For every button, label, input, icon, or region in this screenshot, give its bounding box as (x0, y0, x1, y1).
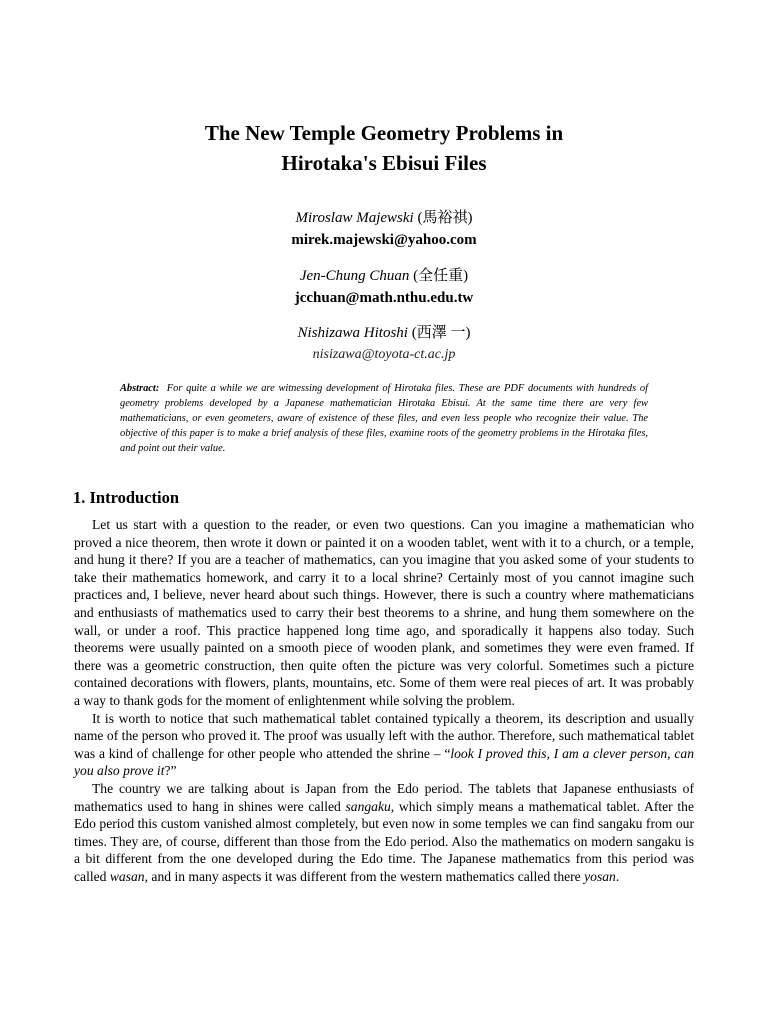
paragraph-2-text: It is worth to notice that such mathematical tablet contained typically a theorem, its description and usually name of the person who proved it. The proof was usually left with the author. Therefore, such mathematical tablet was a kind of challenge for other people who attended the shrine – “ (74, 710, 694, 761)
author-cjk-name: (西澤 一) (411, 325, 471, 341)
title-line-1: The New Temple Geometry Problems in (204, 121, 564, 145)
term-yosan: yosan (584, 868, 616, 884)
section-heading: 1. Introduction (73, 488, 180, 507)
author-cjk-name: (全任重) (413, 268, 469, 284)
abstract-label: Abstract: (120, 383, 160, 394)
author-name: Miroslaw Majewski (295, 210, 414, 226)
paragraph-3 (74, 780, 694, 886)
paper-title (0, 118, 768, 178)
author-email[interactable]: jcchuan@math.nthu.edu.tw (294, 290, 474, 306)
term-sangaku: sangaku (345, 798, 391, 814)
author-email[interactable]: mirek.majewski@yahoo.com (291, 232, 477, 248)
quote-text: look I proved this, I am a clever person, can you also prove it (74, 745, 694, 779)
author-cjk-name: (馬裕祺) (417, 210, 473, 226)
author-name: Nishizawa Hitoshi (297, 325, 408, 341)
paragraph-1: Let us start with a question to the reader, or even two questions. Can you imagine a mathematician who proved a nice theorem, then wrote it down or painted it on a wooden tablet, went with it to a church, or a temple, and hung it there? If you are a teacher of mathematics, can you imagine that you asked some of your students to take their mathematics homework, and carry it to a local shrine? Certainly most of you cannot imagine such practices and, I believe, never heard about such things. However, there is such a country where mathematicians and enthusiasts of mathematics used to carry their best theorems to a shrine, and hung them somewhere on the wall, or under a roof. This practice happened long time ago, and sporadically it happens also today. Such theorems were usually painted on a smooth piece of wooden plank, and sometimes they were even framed. If there was a geometric construction, then quite often the picture was very colorful. Sometimes such a picture contained decorations with flowers, plants, mountains, etc. Some of them were real pieces of art. It was probably a way to thank gods for the moment of enlightenment while solving the problem. (74, 517, 694, 708)
abstract (120, 381, 648, 456)
author-2 (0, 265, 768, 309)
author-name: Jen-Chung Chuan (299, 268, 410, 284)
paragraph-3-text-2: , which simply means a mathematical tablet. After the Edo period this custom vanished almost completely, but even now in some temples we can find sangaku from our times. They are, of course, different than those from the Edo period. Also the mathematics on modern sangaku is a bit different from the one developed during the Edo time. The Japanese mathematics from this period was called (74, 798, 694, 884)
paragraph-3-text: The country we are talking about is Japan from the Edo period. The tablets that Japanese enthusiasts of mathematics used to hang in shines were called (74, 780, 694, 814)
author-1 (0, 207, 768, 251)
title-line-2: Hirotaka's Ebisui Files (281, 151, 487, 175)
author-3 (0, 322, 768, 366)
term-wasan: wasan, (109, 868, 149, 884)
paragraph-3-text-3: and in many aspects it was different from the western mathematics called there (148, 868, 585, 884)
paragraph-2 (74, 710, 694, 780)
body-text (74, 516, 694, 885)
author-email[interactable]: nisizawa@toyota-ct.ac.jp (312, 347, 456, 362)
paragraph-3-end: . (615, 868, 620, 884)
paragraph-2-end: ?” (164, 763, 177, 779)
abstract-text: For quite a while we are witnessing development of Hirotaka files. These are PDF documents with hundreds of geometry problems developed by a Japanese mathematician Hirotaka Ebisui. At the same time there are very few mathematicians, or even geometers, aware of existence of these files, and even less people who recognize their value. The objective of this paper is to make a brief analysis of these files, examine roots of the geometry problems in the Hirotaka files, and point out their value. (120, 383, 648, 454)
